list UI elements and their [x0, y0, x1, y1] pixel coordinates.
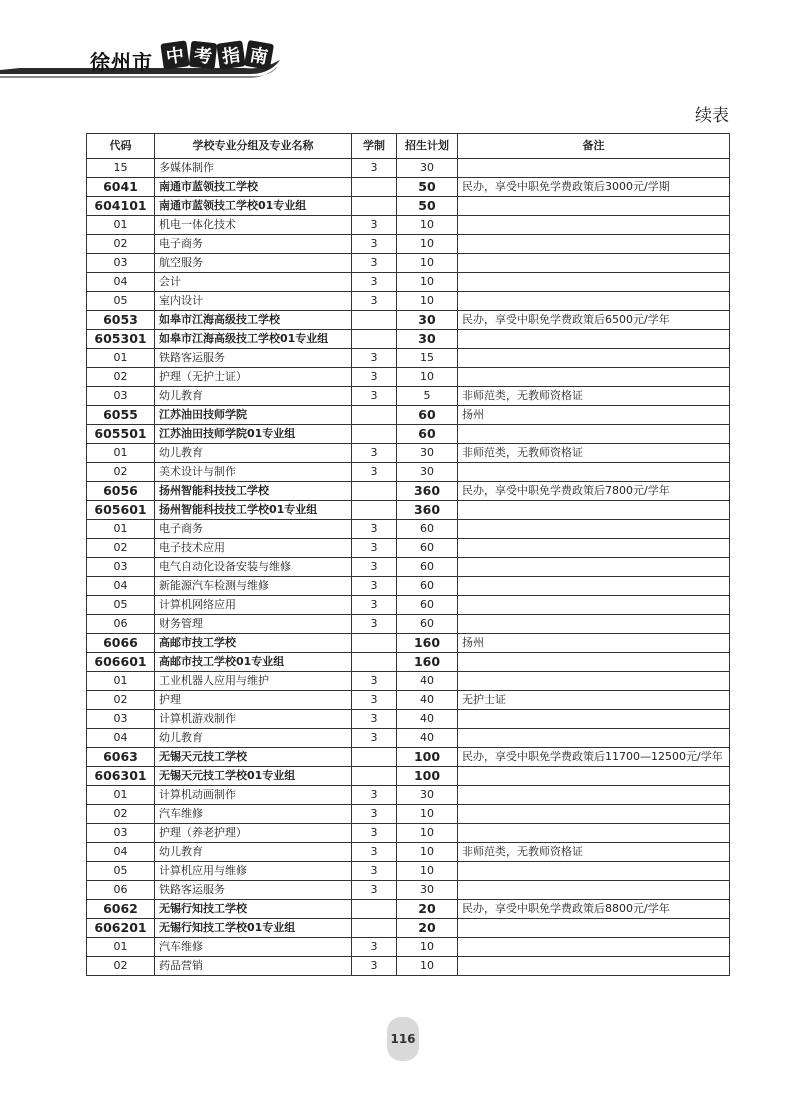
cell-note — [458, 539, 730, 558]
cell-plan: 10 — [397, 273, 458, 292]
cell-note — [458, 235, 730, 254]
cell-note — [458, 881, 730, 900]
cell-name: 电子技术应用 — [155, 539, 352, 558]
cell-note — [458, 919, 730, 938]
cell-note: 民办，享受中职免学费政策后3000元/学期 — [458, 178, 730, 197]
cell-years — [352, 406, 397, 425]
cell-years — [352, 501, 397, 520]
table-row-major — [87, 444, 730, 463]
cell-note — [458, 862, 730, 881]
cell-years: 3 — [352, 938, 397, 957]
cell-code: 04 — [87, 577, 155, 596]
page-number: 116 — [387, 1017, 419, 1061]
cell-years — [352, 900, 397, 919]
table-header-row — [87, 134, 730, 159]
cell-plan: 60 — [397, 406, 458, 425]
cell-name: 计算机游戏制作 — [155, 710, 352, 729]
cell-code: 01 — [87, 216, 155, 235]
brand-char: 南 — [244, 40, 274, 70]
cell-years: 3 — [352, 805, 397, 824]
cell-plan: 10 — [397, 938, 458, 957]
cell-name: 财务管理 — [155, 615, 352, 634]
cell-years: 3 — [352, 824, 397, 843]
cell-code: 6063 — [87, 748, 155, 767]
table-row-group — [87, 767, 730, 786]
cell-code: 605601 — [87, 501, 155, 520]
header-brand-logo — [162, 42, 272, 68]
cell-note — [458, 805, 730, 824]
cell-code: 05 — [87, 292, 155, 311]
table-row-school — [87, 634, 730, 653]
table-row-major — [87, 387, 730, 406]
cell-note — [458, 520, 730, 539]
cell-plan: 30 — [397, 311, 458, 330]
cell-code: 03 — [87, 824, 155, 843]
cell-plan: 50 — [397, 178, 458, 197]
cell-plan: 10 — [397, 368, 458, 387]
table-row-major — [87, 596, 730, 615]
table-row-major — [87, 159, 730, 178]
table-row-major — [87, 292, 730, 311]
cell-plan: 30 — [397, 159, 458, 178]
cell-plan: 60 — [397, 539, 458, 558]
cell-note — [458, 216, 730, 235]
table-row-major — [87, 957, 730, 976]
cell-note — [458, 710, 730, 729]
cell-years: 3 — [352, 235, 397, 254]
cell-note — [458, 615, 730, 634]
brand-char: 指 — [216, 40, 245, 69]
cell-note — [458, 558, 730, 577]
cell-name: 电子商务 — [155, 520, 352, 539]
cell-years: 3 — [352, 444, 397, 463]
cell-plan: 40 — [397, 691, 458, 710]
cell-note — [458, 767, 730, 786]
cell-plan: 40 — [397, 672, 458, 691]
cell-code: 01 — [87, 349, 155, 368]
table-row-school — [87, 482, 730, 501]
cell-name: 护理（无护士证） — [155, 368, 352, 387]
table-row-major — [87, 805, 730, 824]
cell-note: 非师范类，无教师资格证 — [458, 843, 730, 862]
table-row-major — [87, 235, 730, 254]
cell-plan: 10 — [397, 957, 458, 976]
cell-code: 02 — [87, 539, 155, 558]
cell-plan: 60 — [397, 596, 458, 615]
cell-years — [352, 311, 397, 330]
table-row-major — [87, 672, 730, 691]
table-row-major — [87, 843, 730, 862]
cell-name: 幼儿教育 — [155, 444, 352, 463]
enrollment-table — [86, 133, 730, 976]
cell-note — [458, 292, 730, 311]
cell-name: 无锡天元技工学校 — [155, 748, 352, 767]
cell-plan: 15 — [397, 349, 458, 368]
table-row-major — [87, 539, 730, 558]
brand-char: 中 — [160, 40, 189, 69]
table-row-major — [87, 862, 730, 881]
cell-plan: 360 — [397, 482, 458, 501]
cell-note — [458, 653, 730, 672]
cell-note — [458, 463, 730, 482]
cell-years — [352, 330, 397, 349]
table-row-group — [87, 919, 730, 938]
table-row-major — [87, 254, 730, 273]
cell-code: 15 — [87, 159, 155, 178]
cell-code: 02 — [87, 235, 155, 254]
cell-name: 江苏油田技师学院 — [155, 406, 352, 425]
cell-code: 06 — [87, 615, 155, 634]
cell-name: 计算机动画制作 — [155, 786, 352, 805]
cell-years: 3 — [352, 368, 397, 387]
cell-name: 扬州智能科技技工学校01专业组 — [155, 501, 352, 520]
cell-name: 航空服务 — [155, 254, 352, 273]
cell-plan: 10 — [397, 292, 458, 311]
column-header-name: 学校专业分组及专业名称 — [155, 134, 352, 159]
cell-years: 3 — [352, 292, 397, 311]
cell-name: 汽车维修 — [155, 938, 352, 957]
cell-code: 05 — [87, 596, 155, 615]
cell-code: 6056 — [87, 482, 155, 501]
cell-years: 3 — [352, 577, 397, 596]
column-header-note: 备注 — [458, 134, 730, 159]
cell-name: 江苏油田技师学院01专业组 — [155, 425, 352, 444]
cell-plan: 60 — [397, 520, 458, 539]
cell-code: 6055 — [87, 406, 155, 425]
cell-note: 民办，享受中职免学费政策后7800元/学年 — [458, 482, 730, 501]
cell-years: 3 — [352, 729, 397, 748]
cell-years — [352, 178, 397, 197]
cell-code: 02 — [87, 691, 155, 710]
cell-code: 05 — [87, 862, 155, 881]
table-body — [87, 159, 730, 976]
cell-code: 03 — [87, 387, 155, 406]
cell-years: 3 — [352, 691, 397, 710]
cell-plan: 10 — [397, 216, 458, 235]
cell-years — [352, 767, 397, 786]
cell-years: 3 — [352, 159, 397, 178]
cell-code: 01 — [87, 520, 155, 539]
table-row-group — [87, 330, 730, 349]
cell-years — [352, 425, 397, 444]
cell-name: 计算机应用与维修 — [155, 862, 352, 881]
cell-years — [352, 653, 397, 672]
table-row-school — [87, 406, 730, 425]
cell-name: 多媒体制作 — [155, 159, 352, 178]
cell-plan: 30 — [397, 330, 458, 349]
cell-note — [458, 672, 730, 691]
cell-plan: 30 — [397, 881, 458, 900]
cell-name: 电子商务 — [155, 235, 352, 254]
cell-years: 3 — [352, 520, 397, 539]
cell-years: 3 — [352, 957, 397, 976]
cell-name: 计算机网络应用 — [155, 596, 352, 615]
table-row-major — [87, 216, 730, 235]
cell-years: 3 — [352, 216, 397, 235]
cell-plan: 10 — [397, 862, 458, 881]
table-row-major — [87, 786, 730, 805]
cell-plan: 160 — [397, 653, 458, 672]
table-row-major — [87, 938, 730, 957]
cell-code: 03 — [87, 558, 155, 577]
cell-code: 02 — [87, 368, 155, 387]
cell-code: 03 — [87, 710, 155, 729]
cell-code: 04 — [87, 729, 155, 748]
cell-name: 如皋市江海高级技工学校 — [155, 311, 352, 330]
cell-name: 会计 — [155, 273, 352, 292]
table-row-group — [87, 197, 730, 216]
cell-name: 南通市蓝领技工学校 — [155, 178, 352, 197]
cell-name: 高邮市技工学校01专业组 — [155, 653, 352, 672]
cell-code: 02 — [87, 463, 155, 482]
table-row-major — [87, 273, 730, 292]
column-header-plan: 招生计划 — [397, 134, 458, 159]
cell-name: 无锡天元技工学校01专业组 — [155, 767, 352, 786]
cell-note — [458, 501, 730, 520]
cell-code: 6066 — [87, 634, 155, 653]
cell-name: 电气自动化设备安装与维修 — [155, 558, 352, 577]
cell-name: 护理 — [155, 691, 352, 710]
cell-plan: 360 — [397, 501, 458, 520]
cell-note: 扬州 — [458, 406, 730, 425]
cell-code: 605301 — [87, 330, 155, 349]
cell-years: 3 — [352, 615, 397, 634]
cell-code: 606601 — [87, 653, 155, 672]
cell-name: 室内设计 — [155, 292, 352, 311]
cell-code: 04 — [87, 273, 155, 292]
cell-code: 01 — [87, 786, 155, 805]
cell-note: 民办，享受中职免学费政策后11700—12500元/学年 — [458, 748, 730, 767]
cell-note — [458, 577, 730, 596]
cell-note: 非师范类，无教师资格证 — [458, 387, 730, 406]
cell-name: 南通市蓝领技工学校01专业组 — [155, 197, 352, 216]
cell-plan: 60 — [397, 615, 458, 634]
cell-note — [458, 330, 730, 349]
cell-code: 01 — [87, 444, 155, 463]
cell-name: 无锡行知技工学校 — [155, 900, 352, 919]
cell-note — [458, 596, 730, 615]
cell-plan: 100 — [397, 767, 458, 786]
cell-code: 01 — [87, 672, 155, 691]
cell-note — [458, 786, 730, 805]
cell-years — [352, 748, 397, 767]
cell-plan: 60 — [397, 425, 458, 444]
cell-plan: 30 — [397, 444, 458, 463]
table-row-group — [87, 501, 730, 520]
cell-name: 幼儿教育 — [155, 729, 352, 748]
cell-code: 06 — [87, 881, 155, 900]
cell-plan: 60 — [397, 577, 458, 596]
cell-plan: 5 — [397, 387, 458, 406]
cell-plan: 30 — [397, 786, 458, 805]
cell-years — [352, 634, 397, 653]
cell-name: 无锡行知技工学校01专业组 — [155, 919, 352, 938]
cell-plan: 50 — [397, 197, 458, 216]
cell-plan: 40 — [397, 729, 458, 748]
cell-note — [458, 729, 730, 748]
cell-plan: 20 — [397, 919, 458, 938]
cell-years: 3 — [352, 843, 397, 862]
table-row-major — [87, 729, 730, 748]
brand-char: 考 — [189, 41, 218, 70]
cell-note: 无护士证 — [458, 691, 730, 710]
cell-plan: 100 — [397, 748, 458, 767]
cell-note: 非师范类，无教师资格证 — [458, 444, 730, 463]
column-header-code: 代码 — [87, 134, 155, 159]
cell-name: 汽车维修 — [155, 805, 352, 824]
cell-plan: 10 — [397, 805, 458, 824]
cell-code: 605501 — [87, 425, 155, 444]
cell-code: 02 — [87, 957, 155, 976]
cell-years: 3 — [352, 596, 397, 615]
cell-note — [458, 159, 730, 178]
cell-years — [352, 919, 397, 938]
cell-years — [352, 197, 397, 216]
cell-note — [458, 824, 730, 843]
cell-code: 606201 — [87, 919, 155, 938]
cell-note — [458, 368, 730, 387]
cell-plan: 10 — [397, 843, 458, 862]
cell-years — [352, 482, 397, 501]
cell-note: 民办，享受中职免学费政策后6500元/学年 — [458, 311, 730, 330]
cell-note — [458, 254, 730, 273]
cell-note — [458, 957, 730, 976]
table-row-major — [87, 615, 730, 634]
header-city: 徐州市 — [90, 50, 153, 74]
cell-plan: 30 — [397, 463, 458, 482]
cell-plan: 40 — [397, 710, 458, 729]
table-row-major — [87, 558, 730, 577]
table-row-major — [87, 463, 730, 482]
cell-name: 药品营销 — [155, 957, 352, 976]
cell-code: 02 — [87, 805, 155, 824]
cell-years: 3 — [352, 539, 397, 558]
cell-years: 3 — [352, 254, 397, 273]
cell-name: 扬州智能科技技工学校 — [155, 482, 352, 501]
cell-name: 幼儿教育 — [155, 387, 352, 406]
cell-name: 高邮市技工学校 — [155, 634, 352, 653]
cell-code: 6062 — [87, 900, 155, 919]
cell-years: 3 — [352, 786, 397, 805]
cell-plan: 160 — [397, 634, 458, 653]
cell-name: 铁路客运服务 — [155, 881, 352, 900]
cell-note — [458, 197, 730, 216]
table-row-major — [87, 881, 730, 900]
table-row-group — [87, 425, 730, 444]
cell-years: 3 — [352, 862, 397, 881]
table-row-school — [87, 311, 730, 330]
table-row-major — [87, 710, 730, 729]
cell-years: 3 — [352, 463, 397, 482]
cell-name: 如皋市江海高级技工学校01专业组 — [155, 330, 352, 349]
column-header-years: 学制 — [352, 134, 397, 159]
page-header — [0, 40, 300, 88]
cell-name: 工业机器人应用与维护 — [155, 672, 352, 691]
table-row-school — [87, 748, 730, 767]
cell-code: 6053 — [87, 311, 155, 330]
cell-plan: 10 — [397, 235, 458, 254]
cell-years: 3 — [352, 672, 397, 691]
cell-code: 04 — [87, 843, 155, 862]
table-row-major — [87, 349, 730, 368]
cell-years: 3 — [352, 881, 397, 900]
table-row-school — [87, 178, 730, 197]
cell-name: 机电一体化技术 — [155, 216, 352, 235]
cell-code: 604101 — [87, 197, 155, 216]
cell-plan: 10 — [397, 824, 458, 843]
cell-note — [458, 938, 730, 957]
cell-note — [458, 349, 730, 368]
cell-note — [458, 273, 730, 292]
continued-label: 续表 — [695, 106, 729, 126]
cell-name: 护理（养老护理） — [155, 824, 352, 843]
table-row-major — [87, 368, 730, 387]
table-row-major — [87, 824, 730, 843]
table-row-major — [87, 691, 730, 710]
cell-name: 新能源汽车检测与维修 — [155, 577, 352, 596]
cell-code: 6041 — [87, 178, 155, 197]
cell-plan: 60 — [397, 558, 458, 577]
cell-years: 3 — [352, 349, 397, 368]
table-row-major — [87, 520, 730, 539]
cell-years: 3 — [352, 273, 397, 292]
cell-note: 扬州 — [458, 634, 730, 653]
cell-code: 03 — [87, 254, 155, 273]
cell-name: 幼儿教育 — [155, 843, 352, 862]
table-row-major — [87, 577, 730, 596]
cell-years: 3 — [352, 710, 397, 729]
cell-plan: 10 — [397, 254, 458, 273]
cell-code: 01 — [87, 938, 155, 957]
cell-code: 606301 — [87, 767, 155, 786]
cell-name: 美术设计与制作 — [155, 463, 352, 482]
table-row-group — [87, 653, 730, 672]
cell-name: 铁路客运服务 — [155, 349, 352, 368]
cell-years: 3 — [352, 558, 397, 577]
table-row-school — [87, 900, 730, 919]
cell-note: 民办，享受中职免学费政策后8800元/学年 — [458, 900, 730, 919]
cell-plan: 20 — [397, 900, 458, 919]
cell-note — [458, 425, 730, 444]
cell-years: 3 — [352, 387, 397, 406]
